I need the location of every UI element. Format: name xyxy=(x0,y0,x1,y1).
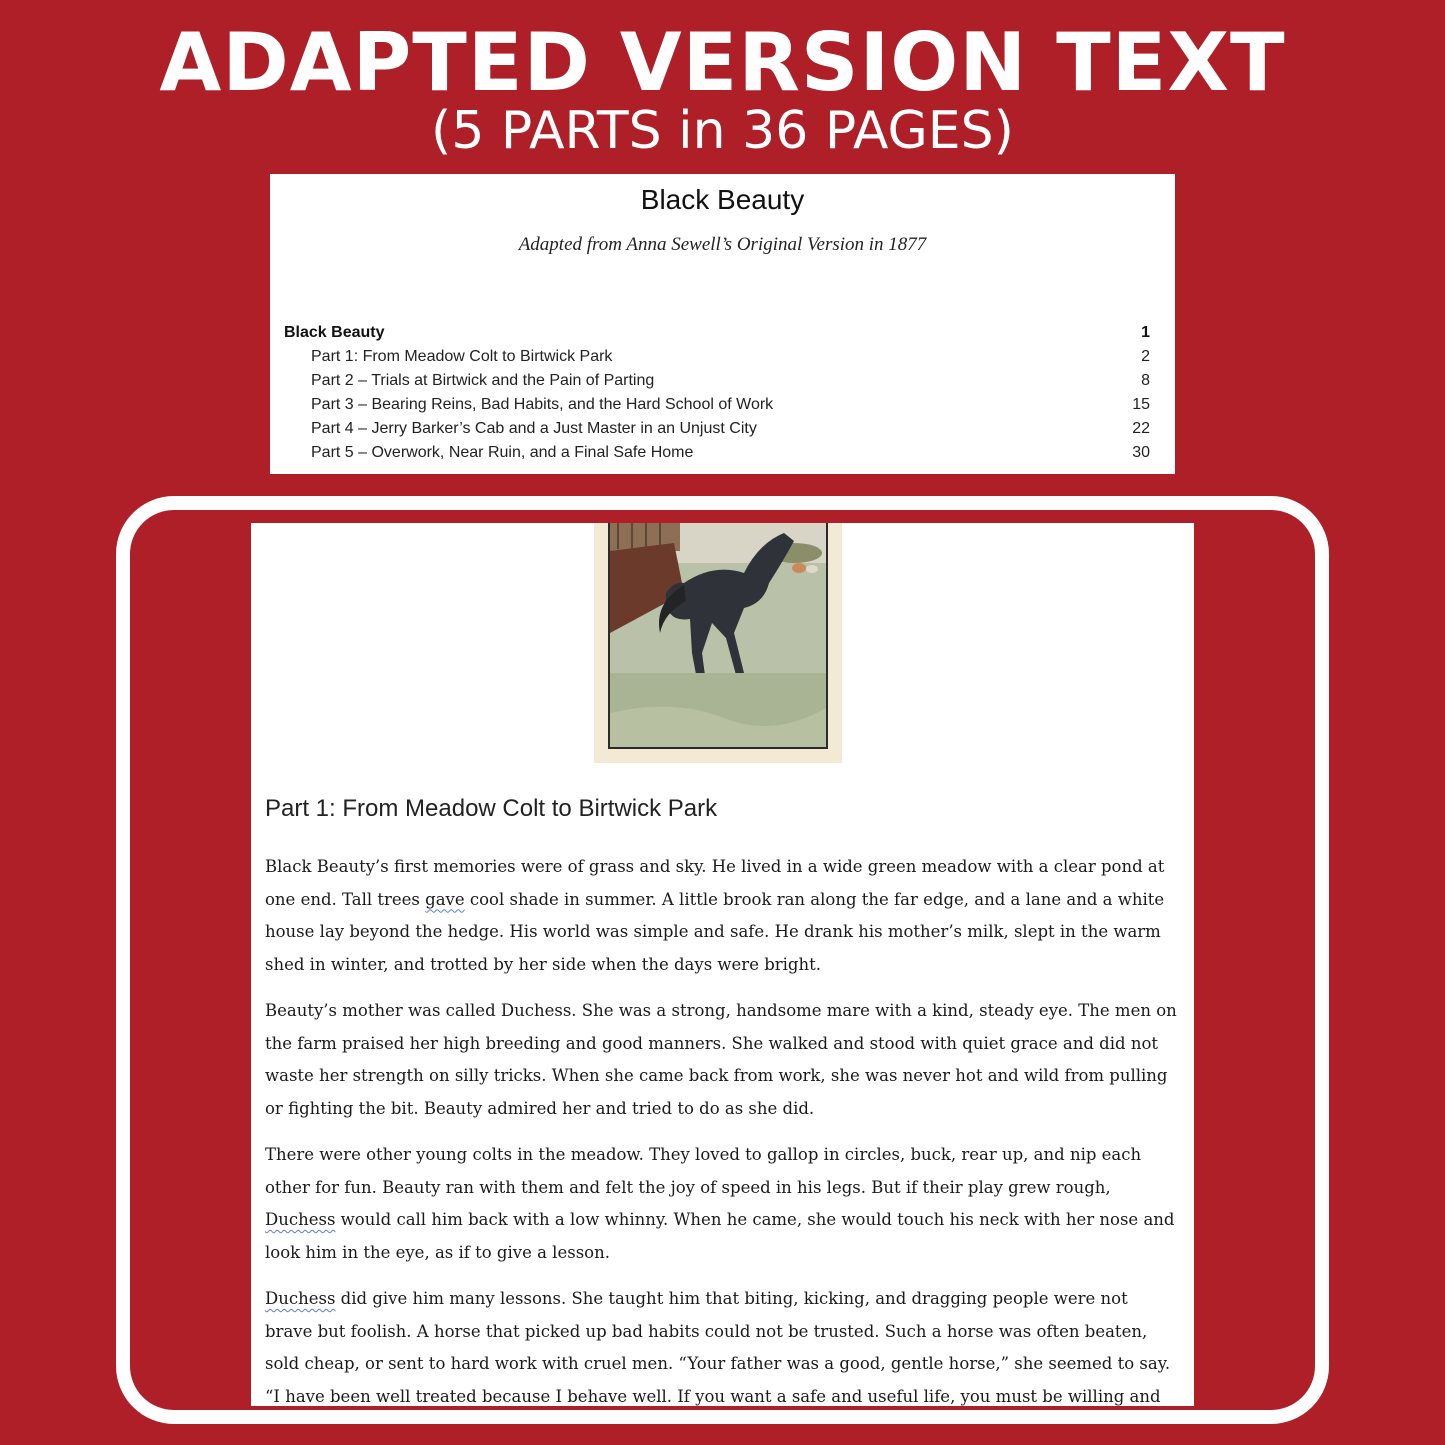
toc-entry[interactable] xyxy=(284,417,1150,441)
spellcheck-flagged-word[interactable]: Duchess xyxy=(265,1210,336,1229)
toc-subtitle: Adapted from Anna Sewell’s Original Version in 1877 xyxy=(518,234,927,255)
paragraph xyxy=(265,1139,1177,1269)
toc-entry-page: 1 xyxy=(1141,324,1150,341)
paragraph-text: did give him many lessons. She taught him that biting, kicking, and dragging people were not brave but foolish. A horse that picked up bad habits could not be trusted. Such a horse was often beaten, sold cheap, or sent to hard work with cruel men. “Your father was a good, gentle horse,” she seemed to say. “I have been well treated because I behave well. If you want a safe and useful life, you must be willing and xyxy=(265,1289,1171,1406)
toc-entry[interactable] xyxy=(284,393,1150,417)
toc-entry-label: Black Beauty xyxy=(284,324,385,341)
toc-entry[interactable] xyxy=(284,369,1150,393)
paragraph-text: There were other young colts in the meadow. They loved to gallop in circles, buck, rear up, and nip each other for fun. Beauty ran with them and felt the joy of speed in his legs. But if their play grew rough, xyxy=(265,1145,1142,1197)
toc-entry-page: 15 xyxy=(1132,396,1150,413)
horse-illustration-image xyxy=(594,523,842,763)
banner-headline: ADAPTED VERSION TEXT xyxy=(159,16,1286,109)
spellcheck-flagged-word[interactable]: Duchess xyxy=(265,1289,336,1308)
toc-entry-page: 8 xyxy=(1141,372,1150,389)
toc-title: Black Beauty xyxy=(640,184,805,215)
paragraph xyxy=(265,1283,1177,1406)
toc-entry-label: Part 5 – Overwork, Near Ruin, and a Final Safe Home xyxy=(311,444,694,461)
toc-entry[interactable] xyxy=(284,441,1150,465)
toc-entry-page: 2 xyxy=(1141,348,1150,365)
banner-subheadline: (5 PARTS in 36 PAGES) xyxy=(431,101,1014,161)
toc-entry-label: Part 2 – Trials at Birtwick and the Pain of Parting xyxy=(311,372,655,389)
paragraph-text: cool shade in summer. A little brook ran along the far edge, and a lane and a white house lay beyond the hedge. His world was simple and safe. He drank his mother’s milk, slept in the warm shed in winter, and trotted by her side when the days were bright. xyxy=(265,889,1165,974)
paragraph xyxy=(265,851,1177,981)
toc-entry-label: Part 3 – Bearing Reins, Bad Habits, and the Hard School of Work xyxy=(311,396,774,413)
toc-entry-page: 22 xyxy=(1132,420,1150,437)
document-page xyxy=(251,523,1194,1406)
toc-entry-label: Part 4 – Jerry Barker’s Cab and a Just Master in an Unjust City xyxy=(311,420,757,437)
body-text xyxy=(265,851,1177,1406)
toc-entry[interactable] xyxy=(284,345,1150,369)
toc-entry-label: Part 1: From Meadow Colt to Birtwick Park xyxy=(311,348,613,365)
spellcheck-flagged-word[interactable]: gave xyxy=(425,889,465,909)
toc-entry-page: 30 xyxy=(1132,444,1150,461)
horse-illustration xyxy=(594,523,842,763)
part-heading: Part 1: From Meadow Colt to Birtwick Park xyxy=(265,795,718,822)
paragraph-text: Beauty’s mother was called Duchess. She was a strong, handsome mare with a kind, steady eye. The men on the farm praised her high breeding and good manners. She walked and stood with quiet grace and did not waste her strength on silly tricks. When she came back from work, she was never hot and wild from pulling or fighting the bit. Beauty admired her and tried to do as she did. xyxy=(265,1001,1177,1118)
toc-page xyxy=(270,174,1175,474)
paragraph xyxy=(265,995,1177,1125)
table-of-contents xyxy=(284,321,1150,465)
paragraph-text: Black Beauty’s first memories were of grass and sky. He lived in a wide green meadow with a clear pond at one end. Tall trees xyxy=(265,857,1165,909)
toc-entry[interactable] xyxy=(284,321,1150,345)
paragraph-text: would call him back with a low whinny. When he came, she would touch his neck with her nose and look him in the eye, as if to give a lesson. xyxy=(265,1210,1175,1262)
